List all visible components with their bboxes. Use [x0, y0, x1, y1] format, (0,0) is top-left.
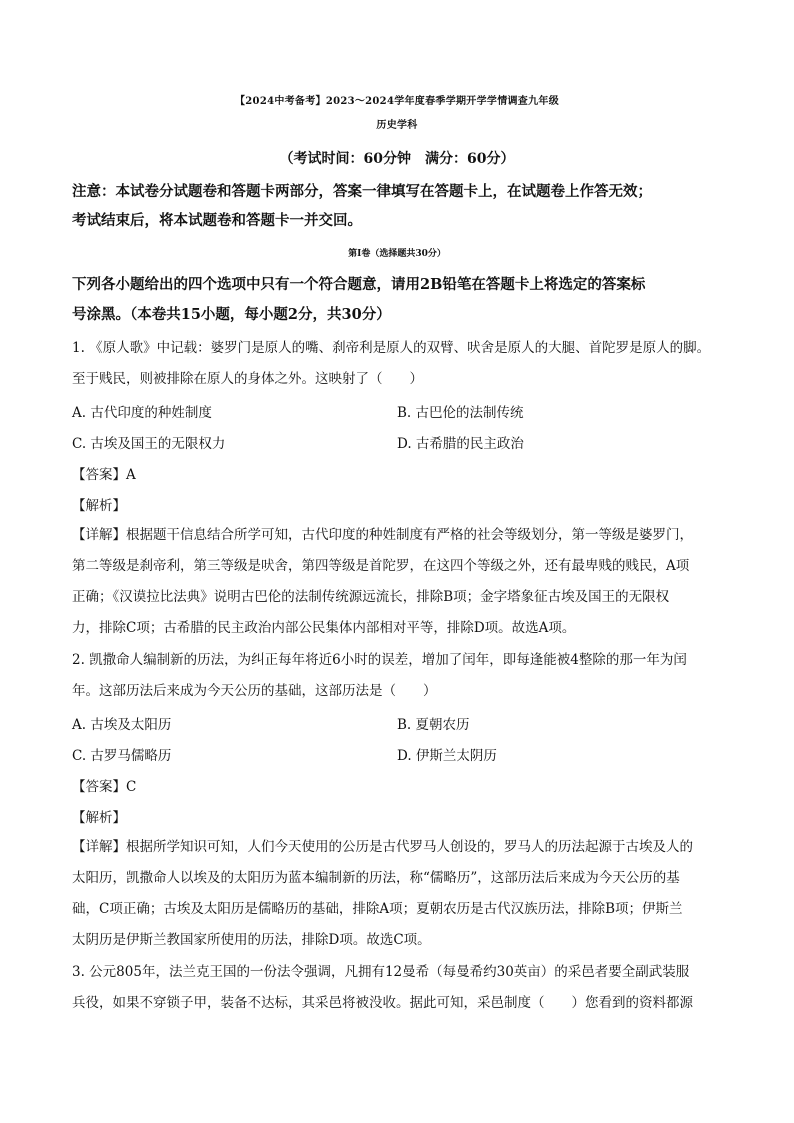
- question-2-analysis-label: 【解析】: [72, 810, 126, 826]
- question-2-detail-line-4: 太阴历是伊斯兰教国家所使用的历法，排除D项。故选C项。: [72, 932, 431, 948]
- question-1-answer: 【答案】A: [72, 467, 136, 483]
- question-1-analysis-label: 【解析】: [72, 498, 126, 514]
- question-2-detail-line-3: 础，C项正确；古埃及太阳历是儒略历的基础，排除A项；夏朝农历是古代汉族历法，排除B项；伊斯兰: [72, 901, 683, 917]
- instruction-line-1: 下列各小题给出的四个选项中只有一个符合题意，请用2B铅笔在答题卡上将选定的答案标: [72, 276, 646, 293]
- exam-time-info: （考试时间：60分钟 满分：60分）: [279, 151, 515, 167]
- question-2-stem-line-1: 2. 凯撒命人编制新的历法，为纠正每年将近6小时的误差，增加了闰年，即每逢能被4整除的那一年为闰: [72, 652, 687, 668]
- question-2-option-b: B. 夏朝农历: [397, 717, 470, 733]
- notice-line-1: 注意：本试卷分试题卷和答题卡两部分，答案一律填写在答题卡上，在试题卷上作答无效；: [72, 183, 652, 200]
- question-2-answer: 【答案】C: [72, 779, 137, 795]
- question-1-option-d: D. 古希腊的民主政治: [397, 436, 524, 452]
- instruction-line-2: 号涂黑。（本卷共15小题，每小题2分，共30分）: [72, 306, 391, 323]
- question-1-detail-line-1: 【详解】根据题干信息结合所学可知，古代印度的种姓制度有严格的社会等级划分，第一等级是婆罗门，: [72, 527, 693, 543]
- question-1-detail-line-2: 第二等级是刹帝利，第三等级是吠舍，第四等级是首陀罗，在这四个等级之外，还有最卑贱的贱民，A项: [72, 558, 690, 574]
- question-1-stem-line-1: 1. 《原人歌》中记载：婆罗门是原人的嘴、刹帝利是原人的双臂、吠舍是原人的大腿、首陀罗是原人的脚。: [72, 340, 711, 356]
- question-2-detail-line-1: 【详解】根据所学知识可知，人们今天使用的公历是古代罗马人创设的，罗马人的历法起源于古埃及人的: [72, 839, 693, 855]
- question-2-option-d: D. 伊斯兰太阴历: [397, 748, 497, 764]
- subject-title: 历史学科: [376, 120, 418, 131]
- question-3-stem-line-1: 3. 公元805年，法兰克王国的一份法令强调，凡拥有12曼希（每曼希约30英亩）的采邑者要全副武装服: [72, 964, 690, 980]
- question-1-option-a: A. 古代印度的种姓制度: [72, 405, 212, 421]
- section-title: 第Ⅰ卷（选择题共30分）: [348, 249, 446, 259]
- question-1-stem-line-2: 至于贱民，则被排除在原人的身体之外。这映射了（ ）: [72, 371, 423, 387]
- question-2-detail-line-2: 太阳历，凯撒命人以埃及的太阳历为蓝本编制新的历法，称“儒略历”，这部历法后来成为今天公历的基: [72, 870, 680, 886]
- question-2-option-a: A. 古埃及太阳历: [72, 717, 172, 733]
- question-1-detail-line-4: 力，排除C项；古希腊的民主政治内部公民集体内部相对平等，排除D项。故选A项。: [72, 620, 576, 636]
- exam-title: 【2024中考备考】2023～2024学年度春季学期开学学情调查九年级: [235, 96, 559, 107]
- question-1-option-c: C. 古埃及国王的无限权力: [72, 436, 226, 452]
- question-2-stem-line-2: 年。这部历法后来成为今天公历的基础，这部历法是（ ）: [72, 683, 437, 699]
- question-1-option-b: B. 古巴伦的法制传统: [397, 405, 524, 421]
- question-2-option-c: C. 古罗马儒略历: [72, 748, 172, 764]
- notice-line-2: 考试结束后，将本试题卷和答题卡一并交回。: [72, 212, 362, 229]
- question-3-stem-line-2: 兵役，如果不穿锁子甲，装备不达标，其采邑将被没收。据此可知，采邑制度（ ）您看到的资料都源: [72, 995, 693, 1011]
- question-1-detail-line-3: 正确；《汉谟拉比法典》说明古巴伦的法制传统源远流长，排除B项；金字塔象征古埃及国王的无限权: [72, 589, 670, 605]
